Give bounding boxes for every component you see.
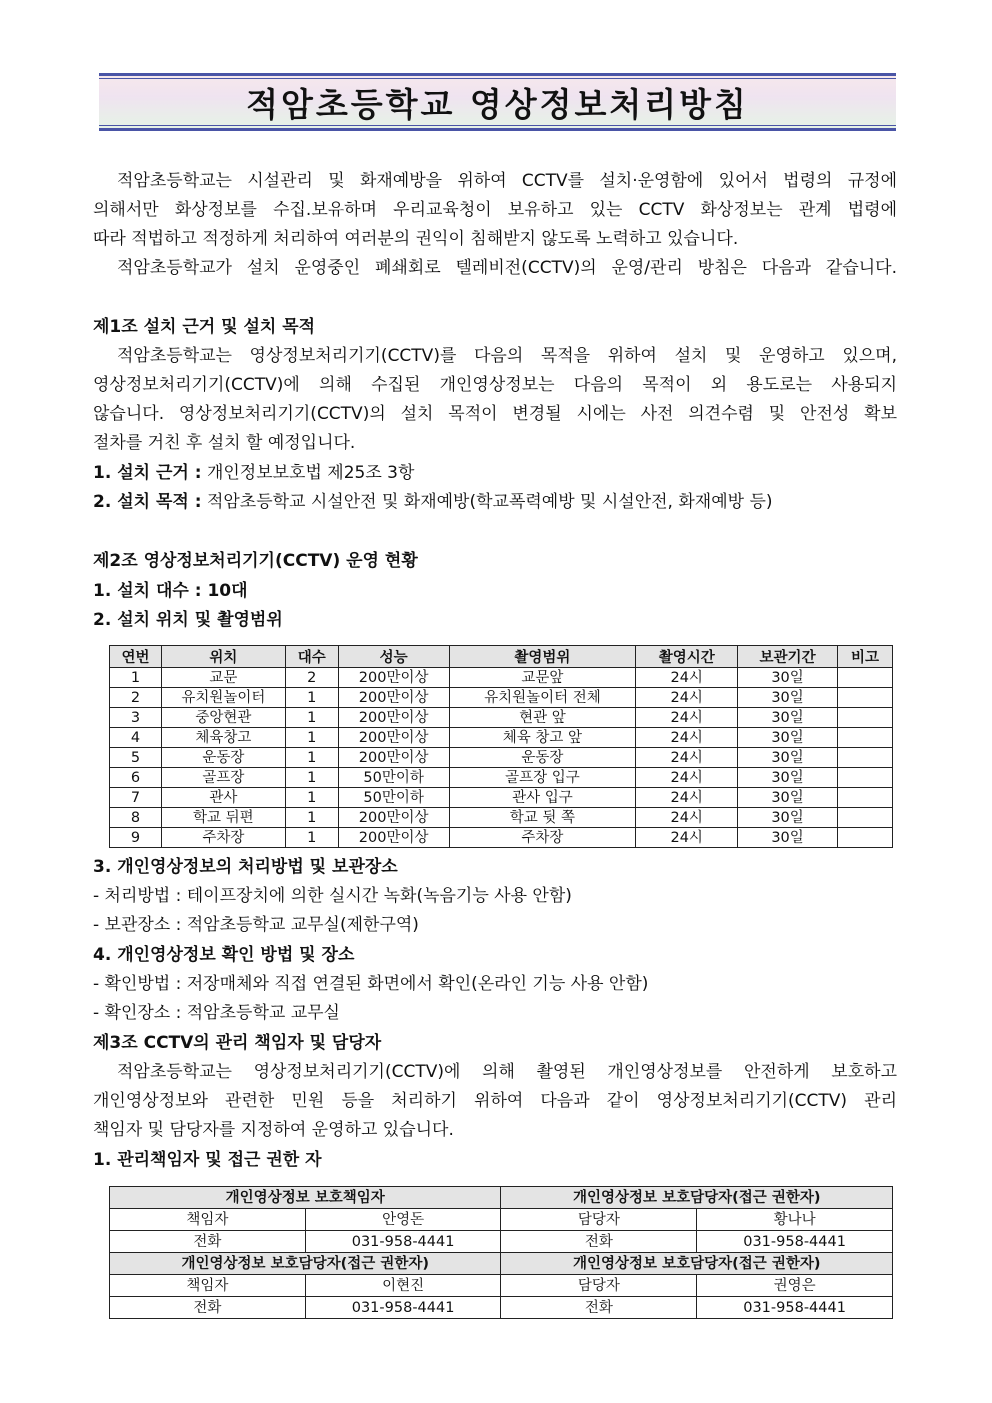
table-row xyxy=(110,728,893,748)
item-value: 적암초등학교 시설안전 및 화재예방(학교폭력예방 및 시설안전, 화재예방 등) xyxy=(206,492,773,512)
table-row xyxy=(110,1209,893,1231)
article-1-heading: 제1조 설치 근거 및 설치 목적 xyxy=(93,317,316,337)
table-cell: 교문 xyxy=(161,668,285,688)
table-cell: 현관 앞 xyxy=(449,708,636,728)
table-cell: 9 xyxy=(110,828,162,848)
intro-line-3: 따라 적법하고 적정하게 처리하여 여러분의 권익이 침해받지 않도록 노력하고 있습니다. xyxy=(93,229,739,249)
table-cell: 교문앞 xyxy=(449,668,636,688)
table-cell: 50만이하 xyxy=(338,788,449,808)
intro-line-4: 적암초등학교가 설치 운영중인 폐쇄회로 텔레비전(CCTV)의 운영/관리 방침은 다음과 같습니다. xyxy=(117,258,897,278)
table-row xyxy=(110,1231,893,1253)
table-cell: 6 xyxy=(110,768,162,788)
table-cell: 30일 xyxy=(738,828,838,848)
table-cell: 200만이상 xyxy=(338,708,449,728)
person-name: 이현진 xyxy=(305,1275,501,1297)
article-2-item-4a: - 확인방법 : 저장매체와 직접 연결된 화면에서 확인(온라인 기능 사용 안함) xyxy=(93,974,649,994)
table-cell: 1 xyxy=(285,768,338,788)
table-cell: 200만이상 xyxy=(338,748,449,768)
table-row xyxy=(110,808,893,828)
table-row xyxy=(110,1275,893,1297)
table-row xyxy=(110,748,893,768)
table-cell xyxy=(838,768,893,788)
article-2-item-4: 4. 개인영상정보 확인 방법 및 장소 xyxy=(93,945,355,965)
table-row xyxy=(110,708,893,728)
table-cell xyxy=(838,708,893,728)
article-2-item-3b: - 보관장소 : 적암초등학교 교무실(제한구역) xyxy=(93,915,419,935)
table-cell: 24시 xyxy=(636,788,738,808)
table-cell: 30일 xyxy=(738,768,838,788)
cctv-table xyxy=(109,645,893,848)
person-name: 안영돈 xyxy=(305,1209,501,1231)
article-3-item-1: 1. 관리책임자 및 접근 권한 자 xyxy=(93,1150,322,1170)
table-cell: 골프장 xyxy=(161,768,285,788)
table-cell xyxy=(838,728,893,748)
manager-table xyxy=(109,1186,893,1319)
table-cell: 유치원놀이터 xyxy=(161,688,285,708)
article-2-heading: 제2조 영상정보처리기기(CCTV) 운영 현황 xyxy=(93,551,418,571)
table-cell: 운동장 xyxy=(449,748,636,768)
table-cell: 24시 xyxy=(636,748,738,768)
table-cell: 50만이하 xyxy=(338,768,449,788)
table-cell: 1 xyxy=(285,688,338,708)
table-cell: 30일 xyxy=(738,788,838,808)
article-2-item-3a: - 처리방법 : 테이프장치에 의한 실시간 녹화(녹음기능 사용 안함) xyxy=(93,886,572,906)
table-cell: 24시 xyxy=(636,688,738,708)
table-row xyxy=(110,828,893,848)
table-cell: 4 xyxy=(110,728,162,748)
table-cell: 24시 xyxy=(636,828,738,848)
table-cell: 24시 xyxy=(636,708,738,728)
table-cell: 30일 xyxy=(738,728,838,748)
phone-number: 031-958-4441 xyxy=(697,1297,893,1319)
phone-number: 031-958-4441 xyxy=(697,1231,893,1253)
section-header: 개인영상정보 보호담당자(접근 권한자) xyxy=(501,1187,893,1209)
table-cell: 체육창고 xyxy=(161,728,285,748)
table-cell xyxy=(838,688,893,708)
document-title-banner xyxy=(99,73,896,131)
table-cell: 1 xyxy=(110,668,162,688)
role-label: 담당자 xyxy=(501,1209,697,1231)
article-3-para-1: 적암초등학교는 영상정보처리기기(CCTV)에 의해 촬영된 개인영상정보를 안전하게 보호하고 xyxy=(117,1062,897,1082)
phone-label: 전화 xyxy=(110,1297,306,1319)
intro-line-2: 의해서만 화상정보를 수집.보유하며 우리교육청이 보유하고 있는 CCTV 화상정보는 관계 법령에 xyxy=(93,200,897,220)
table-cell: 24시 xyxy=(636,668,738,688)
table-row xyxy=(110,788,893,808)
table-row xyxy=(110,1297,893,1319)
intro-line-1: 적암초등학교는 시설관리 및 화재예방을 위하여 CCTV를 설치·운영함에 있어서 법령의 규정에 xyxy=(117,171,897,191)
table-cell: 200만이상 xyxy=(338,668,449,688)
table-cell: 200만이상 xyxy=(338,828,449,848)
table-cell: 중앙현관 xyxy=(161,708,285,728)
article-1-item-2 xyxy=(93,488,897,516)
article-3-para-3: 책임자 및 담당자를 지정하여 운영하고 있습니다. xyxy=(93,1120,454,1140)
table-cell: 학교 뒷 쪽 xyxy=(449,808,636,828)
table-cell xyxy=(838,668,893,688)
table-cell: 운동장 xyxy=(161,748,285,768)
article-1-para-2: 영상정보처리기기(CCTV)에 의해 수집된 개인영상정보는 다음의 목적이 외 용도로는 사용되지 xyxy=(93,375,897,395)
col-header: 촬영시간 xyxy=(636,646,738,668)
table-cell: 주차장 xyxy=(161,828,285,848)
article-1-para-3: 않습니다. 영상정보처리기기(CCTV)의 설치 목적이 변경될 시에는 사전 의견수렴 및 안전성 확보 xyxy=(93,404,897,424)
table-cell: 200만이상 xyxy=(338,808,449,828)
document-title: 적암초등학교 영상정보처리방침 xyxy=(246,84,749,124)
table-cell: 1 xyxy=(285,708,338,728)
phone-label: 전화 xyxy=(110,1231,306,1253)
person-name: 권영은 xyxy=(697,1275,893,1297)
table-cell xyxy=(838,828,893,848)
col-header: 비고 xyxy=(838,646,893,668)
col-header: 성능 xyxy=(338,646,449,668)
table-cell: 1 xyxy=(285,788,338,808)
section-header: 개인영상정보 보호담당자(접근 권한자) xyxy=(110,1253,501,1275)
article-2-item-4b: - 확인장소 : 적암초등학교 교무실 xyxy=(93,1003,340,1023)
col-header: 대수 xyxy=(285,646,338,668)
article-1-para-1: 적암초등학교는 영상정보처리기기(CCTV)를 다음의 목적을 위하여 설치 및 운영하고 있으며, xyxy=(117,346,897,366)
table-cell: 주차장 xyxy=(449,828,636,848)
phone-label: 전화 xyxy=(501,1231,697,1253)
table-cell: 유치원놀이터 전체 xyxy=(449,688,636,708)
table-cell: 2 xyxy=(285,668,338,688)
table-cell: 3 xyxy=(110,708,162,728)
article-1-item-1 xyxy=(93,459,897,487)
table-cell: 골프장 입구 xyxy=(449,768,636,788)
item-label: 2. 설치 목적 : xyxy=(93,492,202,512)
table-cell xyxy=(838,808,893,828)
table-row xyxy=(110,668,893,688)
section-header: 개인영상정보 보호담당자(접근 권한자) xyxy=(501,1253,893,1275)
col-header: 연번 xyxy=(110,646,162,668)
table-cell: 200만이상 xyxy=(338,688,449,708)
table-cell: 30일 xyxy=(738,708,838,728)
role-label: 책임자 xyxy=(110,1275,306,1297)
phone-number: 031-958-4441 xyxy=(305,1297,501,1319)
table-cell xyxy=(838,788,893,808)
table-cell: 24시 xyxy=(636,768,738,788)
table-cell: 체육 창고 앞 xyxy=(449,728,636,748)
article-3-para-2: 개인영상정보와 관련한 민원 등을 처리하기 위하여 다음과 같이 영상정보처리기기(CCTV) 관리 xyxy=(93,1091,897,1111)
article-2-item-1: 1. 설치 대수 : 10대 xyxy=(93,581,248,601)
table-cell: 2 xyxy=(110,688,162,708)
table-cell xyxy=(838,748,893,768)
table-cell: 7 xyxy=(110,788,162,808)
col-header: 보관기간 xyxy=(738,646,838,668)
item-value: 개인정보보호법 제25조 3항 xyxy=(206,463,415,483)
table-cell: 24시 xyxy=(636,728,738,748)
col-header: 촬영범위 xyxy=(449,646,636,668)
table-header-row xyxy=(110,646,893,668)
table-cell: 30일 xyxy=(738,808,838,828)
person-name: 황나나 xyxy=(697,1209,893,1231)
section-header: 개인영상정보 보호책임자 xyxy=(110,1187,501,1209)
phone-label: 전화 xyxy=(501,1297,697,1319)
table-cell: 200만이상 xyxy=(338,728,449,748)
table-cell: 5 xyxy=(110,748,162,768)
table-cell: 8 xyxy=(110,808,162,828)
article-1-para-4: 절차를 거친 후 설치 할 예정입니다. xyxy=(93,433,356,453)
table-cell: 관사 입구 xyxy=(449,788,636,808)
article-2-item-2: 2. 설치 위치 및 촬영범위 xyxy=(93,610,283,630)
phone-number: 031-958-4441 xyxy=(305,1231,501,1253)
table-cell: 관사 xyxy=(161,788,285,808)
table-row xyxy=(110,1253,893,1275)
table-cell: 1 xyxy=(285,808,338,828)
role-label: 책임자 xyxy=(110,1209,306,1231)
role-label: 담당자 xyxy=(501,1275,697,1297)
table-cell: 1 xyxy=(285,728,338,748)
table-cell: 학교 뒤편 xyxy=(161,808,285,828)
item-label: 1. 설치 근거 : xyxy=(93,463,202,483)
table-cell: 30일 xyxy=(738,748,838,768)
col-header: 위치 xyxy=(161,646,285,668)
table-cell: 30일 xyxy=(738,688,838,708)
table-row xyxy=(110,1187,893,1209)
table-row xyxy=(110,688,893,708)
table-row xyxy=(110,768,893,788)
article-3-heading: 제3조 CCTV의 관리 책임자 및 담당자 xyxy=(93,1033,382,1053)
table-cell: 1 xyxy=(285,748,338,768)
table-cell: 24시 xyxy=(636,808,738,828)
article-2-item-3: 3. 개인영상정보의 처리방법 및 보관장소 xyxy=(93,857,398,877)
table-cell: 1 xyxy=(285,828,338,848)
table-cell: 30일 xyxy=(738,668,838,688)
